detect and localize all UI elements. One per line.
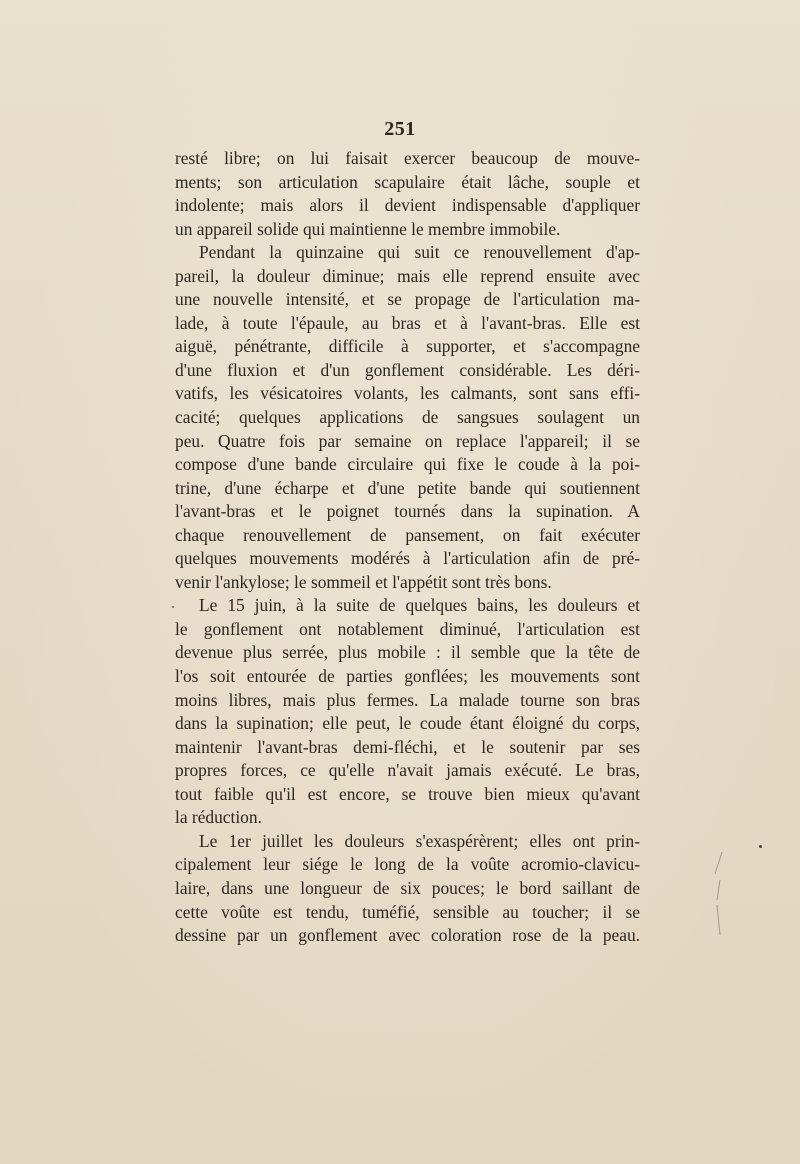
text-line: cipalement leur siége le long de la voûte acromio-clavicu- [175,854,640,875]
text-line: indolente; mais alors il devient indispensable d'appliquer [175,195,640,216]
text-line: chaque renouvellement de pansement, on fait exécuter [175,524,640,545]
text-line: ments; son articulation scapulaire était lâche, souple et [175,171,640,192]
text-line: peu. Quatre fois par semaine on replace l'appareil; il se [175,430,640,451]
text-line: un appareil solide qui maintienne le membre immobile. [175,218,561,239]
text-line: trine, d'une écharpe et d'une petite bande qui soutiennent [175,477,640,498]
text-line: propres forces, ce qu'elle n'avait jamais exécuté. Le bras, [175,760,640,781]
text-line: l'avant-bras et le poignet tournés dans la supination. A [175,501,640,522]
margin-pencil-mark [716,905,730,935]
text-line: Pendant la quinzaine qui suit ce renouvellement d'ap- [199,242,640,263]
text-line: Le 15 juin, à la suite de quelques bains, les douleurs et [199,595,640,616]
ink-speck [172,606,174,608]
body-text [175,147,640,948]
text-line: aiguë, pénétrante, difficile à supporter, et s'accompagne [175,336,640,357]
text-line: maintenir l'avant-bras demi-fléchi, et le soutenir par ses [175,736,640,757]
text-line: l'os soit entourée de parties gonflées; les mouvements sont [175,666,640,687]
text-line: cacité; quelques applications de sangsues soulagent un [175,407,640,428]
text-line: pareil, la douleur diminue; mais elle reprend ensuite avec [175,265,640,286]
ink-speck [759,845,762,848]
text-line: tout faible qu'il est encore, se trouve bien mieux qu'avant [175,783,640,804]
text-line: vatifs, les vésicatoires volants, les calmants, sont sans effi- [175,383,640,404]
text-line: le gonflement ont notablement diminué, l'articulation est [175,618,640,639]
text-line: cette voûte est tendu, tuméfié, sensible au toucher; il se [175,901,640,922]
text-line: quelques mouvements modérés à l'articulation afin de pré- [175,548,640,569]
text-line: compose d'une bande circulaire qui fixe le coude à la poi- [175,454,640,475]
text-line: une nouvelle intensité, et se propage de l'articulation ma- [175,289,640,310]
text-line: lade, à toute l'épaule, au bras et à l'avant-bras. Elle est [175,312,640,333]
text-line: laire, dans une longueur de six pouces; le bord saillant de [175,877,640,898]
text-line: resté libre; on lui faisait exercer beaucoup de mouve- [175,148,640,168]
text-line: venir l'ankylose; le sommeil et l'appétit sont très bons. [175,571,552,592]
margin-pencil-mark [714,852,732,874]
page-number: 251 [384,118,416,140]
text-line: la réduction. [175,807,262,828]
text-line: devenue plus serrée, plus mobile : il semble que la tête de [175,642,640,663]
text-line: dessine par un gonflement avec coloration rose de la peau. [175,925,640,946]
text-line: d'une fluxion et d'un gonflement considérable. Les déri- [175,359,640,380]
text-line: dans la supination; elle peut, le coude étant éloigné du corps, [175,713,640,734]
margin-pencil-mark [717,880,731,900]
text-line: moins libres, mais plus fermes. La malade tourne son bras [175,689,640,710]
text-line: Le 1er juillet les douleurs s'exaspérèrent; elles ont prin- [199,830,640,851]
